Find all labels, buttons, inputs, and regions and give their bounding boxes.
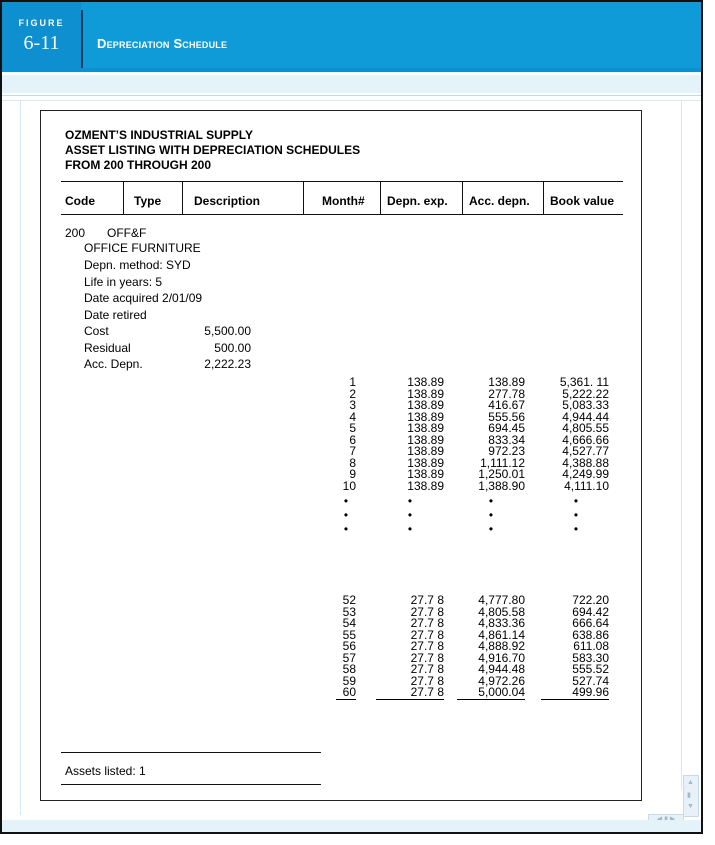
vertical-scrollbar[interactable] — [683, 775, 699, 817]
scroll-down-icon[interactable]: ▼ — [687, 803, 694, 810]
column-header-description: Description — [194, 194, 261, 208]
figure-title: Depreciation Schedule — [97, 36, 228, 51]
acc-depn-cell: 555.56 — [488, 409, 525, 424]
book-value-cell: 638.86 — [572, 627, 609, 642]
acc-depn-cell: 4,805.58 — [478, 604, 525, 619]
asset-accdepn-label: Acc. Depn. — [84, 357, 143, 371]
asset-type: OFF&F — [107, 226, 147, 240]
pale-rule-2 — [2, 100, 701, 101]
depn-exp-cell: 27.7 8 — [410, 627, 444, 642]
depn-exp-cell: 27.7 8 — [410, 673, 444, 688]
acc-depn-cell: 694.45 — [488, 421, 525, 435]
book-value-cell: 499.96 — [541, 685, 609, 700]
month-cell: 52 — [342, 593, 356, 607]
ellipsis-dot: • — [343, 522, 349, 536]
footer-top-rule — [61, 752, 321, 753]
depn-exp-cell: 27.7 8 — [410, 616, 444, 630]
acc-depn-cell: 4,916.70 — [478, 650, 525, 665]
ellipsis-dot: • — [407, 494, 413, 508]
depn-exp-cell: 138.89 — [407, 421, 444, 435]
acc-depn-cell: 4,888.92 — [478, 639, 525, 653]
col-divider — [462, 181, 463, 214]
month-cell: 57 — [342, 650, 356, 665]
report-title-line-1: OZMENT’S INDUSTRIAL SUPPLY — [65, 128, 254, 142]
scroll-thumb-icon[interactable]: ▮ — [687, 792, 691, 799]
book-value-cell: 555.52 — [572, 662, 609, 676]
asset-cost-label: Cost — [84, 324, 109, 338]
acc-depn-cell: 833.34 — [488, 432, 525, 447]
ellipsis-dot: • — [573, 522, 579, 536]
month-cell: 9 — [349, 467, 356, 481]
figure-label-box — [2, 2, 81, 68]
acc-depn-cell: 1,250.01 — [478, 467, 525, 481]
footer-bottom-rule — [61, 784, 321, 785]
book-value-cell: 4,388.88 — [562, 455, 609, 470]
asset-date-retired: Date retired — [84, 308, 147, 322]
report-title-line-2: ASSET LISTING WITH DEPRECIATION SCHEDULES — [65, 143, 361, 157]
month-cell: 54 — [342, 616, 356, 630]
asset-residual-label: Residual — [84, 341, 131, 355]
acc-depn-cell: 5,000.04 — [457, 685, 525, 700]
acc-depn-cell: 1,111.12 — [480, 455, 525, 470]
ellipsis-dot: • — [343, 494, 349, 508]
book-value-cell: 611.08 — [573, 639, 609, 653]
book-value-cell: 694.42 — [572, 604, 609, 619]
month-cell: 55 — [342, 627, 356, 642]
month-cell: 56 — [342, 639, 356, 653]
report-document — [40, 110, 642, 801]
col-divider — [123, 181, 124, 214]
depn-exp-cell: 27.7 8 — [410, 604, 444, 619]
acc-depn-cell: 1,388.90 — [478, 478, 525, 493]
depn-exp-cell: 138.89 — [407, 444, 444, 458]
pale-rule — [2, 95, 701, 96]
book-value-cell: 666.64 — [572, 616, 609, 630]
depn-exp-cell: 27.7 8 — [410, 650, 444, 665]
depn-exp-cell: 27.7 8 — [410, 593, 444, 607]
book-value-cell: 5,083.33 — [562, 398, 609, 412]
book-value-cell: 583.30 — [572, 650, 609, 665]
figure-word: FIGURE — [18, 18, 65, 28]
column-header-acc-depn: Acc. depn. — [469, 194, 530, 208]
right-margin-rule — [681, 100, 682, 790]
left-margin-rule — [20, 100, 21, 815]
column-header-code: Code — [65, 194, 95, 208]
acc-depn-cell: 4,972.26 — [478, 673, 525, 688]
depn-exp-cell: 138.89 — [407, 386, 444, 401]
depn-exp-cell: 27.7 8 — [410, 662, 444, 676]
month-cell: 2 — [349, 386, 356, 401]
month-cell: 5 — [349, 421, 356, 435]
pale-band — [2, 75, 701, 93]
depn-exp-cell: 138.89 — [407, 398, 444, 412]
bottom-band — [2, 820, 701, 832]
month-cell: 60 — [336, 685, 356, 700]
acc-depn-cell: 416.67 — [488, 398, 525, 412]
header-underband — [2, 68, 701, 72]
ellipsis-dot: • — [573, 494, 579, 508]
col-divider — [303, 181, 304, 214]
depn-exp-cell: 138.89 — [407, 455, 444, 470]
depn-exp-cell: 138.89 — [407, 432, 444, 447]
book-value-cell: 4,527.77 — [562, 444, 609, 458]
col-divider — [182, 181, 183, 214]
acc-depn-cell: 277.78 — [488, 386, 525, 401]
month-cell: 4 — [349, 409, 356, 424]
ellipsis-dot: • — [407, 522, 413, 536]
month-cell: 10 — [342, 478, 356, 493]
acc-depn-cell: 4,944.48 — [478, 662, 525, 676]
column-header-month: Month# — [322, 194, 365, 208]
ellipsis-dot: • — [488, 494, 494, 508]
col-divider — [380, 181, 381, 214]
month-cell: 7 — [349, 444, 356, 458]
depn-exp-cell: 138.89 — [407, 375, 444, 389]
month-cell: 8 — [349, 455, 356, 470]
acc-depn-cell: 4,833.36 — [478, 616, 525, 630]
asset-date-acquired: Date acquired 2/01/09 — [84, 291, 203, 305]
book-value-cell: 4,111.10 — [564, 478, 609, 493]
asset-residual-value: 500.00 — [214, 341, 251, 355]
month-cell: 3 — [349, 398, 356, 412]
book-value-cell: 527.74 — [572, 673, 609, 688]
book-value-cell: 4,249.99 — [562, 467, 609, 481]
month-cell: 6 — [349, 432, 356, 447]
month-cell: 59 — [342, 673, 356, 688]
depn-exp-cell: 138.89 — [407, 478, 444, 493]
book-value-cell: 5,361. 11 — [559, 375, 609, 389]
book-value-cell: 4,666.66 — [562, 432, 609, 447]
ellipsis-dot: • — [343, 508, 349, 522]
month-cell: 53 — [342, 604, 356, 619]
depn-exp-cell: 138.89 — [407, 409, 444, 424]
report-title-line-3: FROM 200 THROUGH 200 — [65, 158, 212, 172]
ellipsis-dot: • — [407, 508, 413, 522]
acc-depn-cell: 138.89 — [488, 375, 525, 389]
ellipsis-dot: • — [488, 522, 494, 536]
asset-code: 200 — [65, 226, 86, 240]
depn-exp-cell: 138.89 — [407, 467, 444, 481]
book-value-cell: 5,222.22 — [562, 386, 609, 401]
column-header-type: Type — [134, 194, 162, 208]
asset-accdepn-value: 2,222.23 — [204, 357, 251, 371]
month-cell: 1 — [349, 375, 356, 389]
asset-life: Life in years: 5 — [84, 275, 163, 289]
month-cell: 58 — [342, 662, 356, 676]
asset-description: OFFICE FURNITURE — [84, 241, 201, 255]
ellipsis-dot: • — [488, 508, 494, 522]
col-divider — [543, 181, 544, 214]
scroll-up-icon[interactable]: ▲ — [687, 779, 694, 786]
header-divider — [81, 10, 83, 68]
figure-header — [2, 2, 701, 72]
book-value-cell: 4,944.44 — [562, 409, 609, 424]
figure-number: 6-11 — [23, 32, 60, 54]
asset-cost-value: 5,500.00 — [204, 324, 251, 338]
book-value-cell: 4,805.55 — [562, 421, 609, 435]
acc-depn-cell: 4,777.80 — [478, 593, 525, 607]
acc-depn-cell: 4,861.14 — [478, 627, 525, 642]
header-bottom-rule — [61, 214, 623, 215]
ellipsis-dot: • — [573, 508, 579, 522]
book-value-cell: 722.20 — [572, 593, 609, 607]
acc-depn-cell: 972.23 — [488, 444, 525, 458]
column-header-depn-exp: Depn. exp. — [387, 194, 448, 208]
column-header-book-value: Book value — [550, 194, 615, 208]
assets-listed: Assets listed: 1 — [65, 764, 146, 778]
header-top-rule — [61, 181, 623, 182]
depn-exp-cell: 27.7 8 — [410, 639, 444, 653]
asset-depn-method: Depn. method: SYD — [84, 258, 191, 272]
depn-exp-cell: 27.7 8 — [376, 685, 444, 700]
